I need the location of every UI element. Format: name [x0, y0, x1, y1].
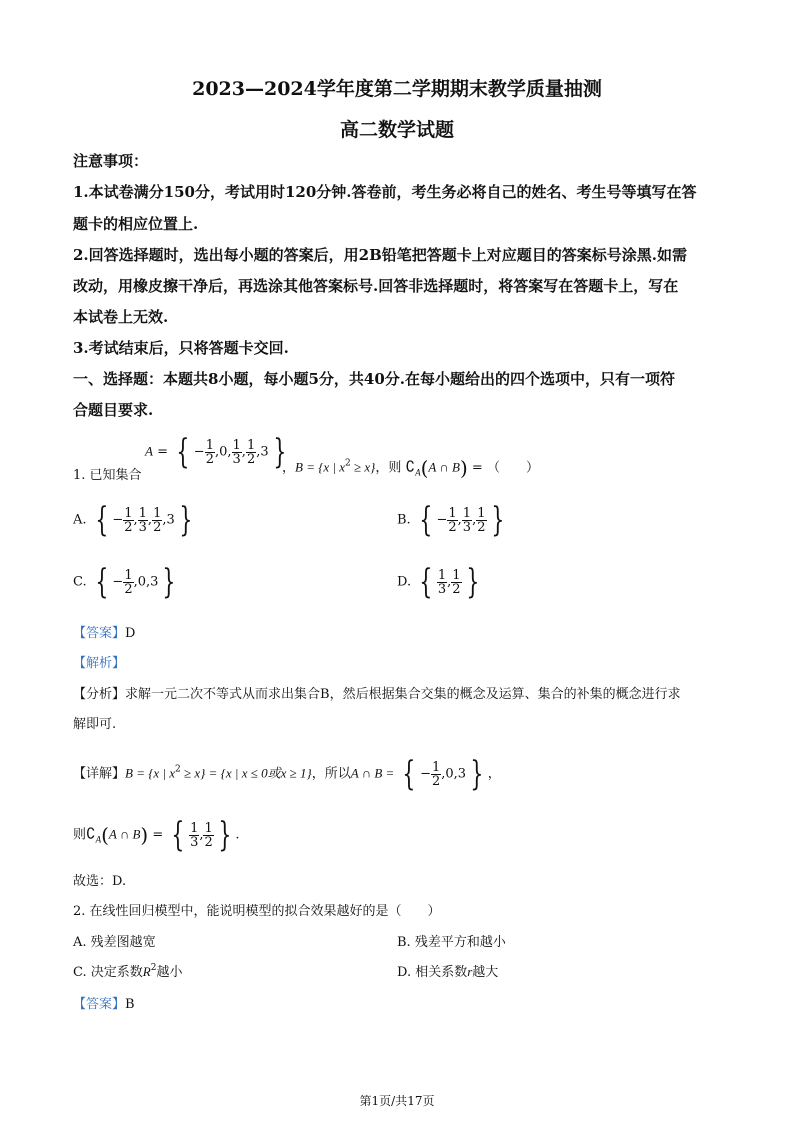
numerator: 1	[232, 437, 241, 453]
q2-option-a: A. 残差图越宽	[73, 935, 156, 950]
comma: ,	[457, 512, 462, 528]
comma: ,	[447, 574, 452, 590]
detail-tag: 【详解】	[73, 766, 126, 782]
left-brace: {	[171, 815, 185, 855]
left-brace: {	[95, 500, 108, 540]
numerator: 1	[204, 820, 213, 836]
denominator: 2	[448, 519, 457, 535]
numerator: 1	[452, 567, 461, 583]
q1-choose: 故选：D.	[73, 874, 127, 889]
equals: =	[152, 827, 164, 843]
q1-fenxi	[73, 683, 681, 702]
numerator: 1	[124, 505, 133, 521]
fraction	[431, 761, 441, 788]
set-a-name: A	[145, 443, 153, 459]
right-brace: }	[179, 500, 193, 540]
detail-math-tail: ≥ x} = {x | x ≤ 0或x ≥ 1}	[180, 765, 312, 781]
comma: ,	[133, 512, 138, 528]
zero-separator: ,0,	[214, 444, 232, 460]
left-brace: {	[95, 562, 109, 602]
denominator: 2	[153, 519, 162, 535]
numerator: 1	[124, 567, 133, 583]
q1-set-b	[282, 456, 539, 480]
comma: ,	[199, 827, 204, 843]
denominator: 3	[437, 581, 447, 597]
numerator: 1	[138, 505, 147, 521]
exponent: 2	[150, 963, 157, 973]
denominator: 2	[246, 451, 256, 467]
fraction	[152, 507, 162, 534]
right-brace: }	[490, 500, 504, 540]
right-brace: }	[470, 754, 484, 794]
minus-sign: −	[436, 512, 448, 528]
answer-value: D	[125, 626, 136, 641]
q1-answer	[73, 622, 135, 641]
numerator: 1	[246, 437, 256, 453]
paren: (	[101, 823, 109, 847]
notice-line-2: 题卡的相应位置上.	[73, 215, 199, 233]
numerator: 1	[462, 505, 472, 521]
fraction	[437, 569, 447, 596]
exponent: 2	[345, 458, 351, 469]
answer-value: B	[125, 997, 135, 1012]
period: .	[235, 827, 240, 843]
paren: )	[140, 823, 149, 847]
q2-option-c	[73, 961, 182, 980]
exponent: 2	[175, 764, 181, 775]
option-label: C.	[73, 574, 87, 590]
right-brace: }	[465, 562, 479, 602]
then-label: 则	[73, 827, 87, 843]
variable: R	[142, 964, 151, 979]
notice-line-5: 本试卷上无效.	[73, 308, 169, 326]
left-brace: {	[176, 432, 190, 472]
intersection-expr: A ∩ B	[108, 826, 141, 842]
denominator: 3	[232, 451, 241, 467]
comma: ,	[472, 512, 477, 528]
tail-values: ,0,3	[441, 766, 467, 782]
minus-sign: −	[112, 574, 124, 590]
right-brace: }	[218, 815, 232, 855]
numerator: 1	[190, 820, 199, 836]
denominator: 2	[452, 581, 461, 597]
fraction	[138, 507, 148, 534]
option-text: C. 决定系数	[73, 965, 143, 980]
answer-blank: （ ）	[486, 460, 539, 476]
equals: =	[471, 460, 483, 476]
denominator: 2	[477, 519, 486, 535]
fraction	[476, 507, 486, 534]
fraction	[123, 569, 133, 596]
q1-option-b	[397, 500, 508, 540]
option-text-tail: 越小	[156, 965, 183, 980]
complement-subscript: A	[415, 467, 421, 478]
fenxi-tag: 【分析】	[73, 687, 126, 702]
q2-option-d	[397, 961, 498, 980]
q2-option-b: B. 残差平方和越小	[397, 935, 506, 950]
q1-option-c	[73, 562, 180, 602]
answer-tag: 【答案】	[73, 626, 126, 641]
complement-symbol: ∁	[86, 824, 96, 843]
comma: ,	[241, 444, 246, 460]
intersection-expr: A ∩ B =	[350, 765, 395, 781]
option-text-tail: 越大	[472, 965, 499, 980]
complement-symbol: ∁	[405, 457, 416, 476]
section-heading-line-1: 一、选择题：本题共8小题，每小题5分，共40分.在每小题给出的四个选项中，只有一项符	[73, 370, 675, 388]
denominator: 3	[190, 834, 199, 850]
numerator: 1	[153, 505, 162, 521]
denominator: 3	[462, 519, 472, 535]
set-b-expr: B = {x | x	[295, 459, 346, 475]
q1-detail	[73, 754, 501, 794]
notice-line-4: 改动，用橡皮擦干净后，再选涂其他答案标号.回答非选择题时，将答案写在答题卡上，写在	[73, 277, 679, 295]
denominator: 2	[205, 451, 214, 467]
numerator: 1	[205, 437, 214, 453]
paren: )	[459, 456, 468, 480]
minus-sign: −	[112, 512, 124, 528]
numerator: 1	[477, 505, 486, 521]
denominator: 2	[124, 581, 133, 597]
notice-heading: 注意事项：	[73, 152, 149, 170]
option-label: B.	[397, 512, 411, 528]
three-tail: ,3	[162, 512, 175, 528]
denominator: 3	[138, 519, 147, 535]
q2-answer	[73, 993, 135, 1012]
denominator: 2	[431, 773, 441, 789]
fraction	[123, 507, 133, 534]
fraction	[246, 439, 256, 466]
exam-subtitle: 高二数学试题	[339, 119, 454, 141]
q2-stem: 2. 在线性回归模型中，能说明模型的拟合效果越好的是（ ）	[73, 904, 441, 919]
fraction	[189, 822, 199, 849]
fenxi-text: 求解一元二次不等式从而求出集合B，然后根据集合交集的概念及运算、集合的补集的概念进行求	[125, 687, 681, 702]
option-label: D.	[397, 574, 412, 590]
fraction	[451, 569, 461, 596]
numerator: 1	[431, 759, 441, 775]
paren: (	[420, 456, 429, 480]
fraction	[203, 822, 213, 849]
minus-sign: −	[420, 766, 431, 782]
page-footer: 第1页/共17页	[359, 1094, 435, 1108]
equals: =	[157, 444, 168, 460]
numerator: 1	[448, 505, 457, 521]
notice-line-6: 3.考试结束后，只将答题卡交回.	[73, 339, 289, 357]
fraction	[232, 439, 242, 466]
left-brace: {	[419, 562, 433, 602]
q1-conclusion	[73, 815, 240, 855]
separator: ，	[282, 460, 296, 476]
intersection-expr: A ∩ B	[428, 459, 460, 475]
q1-set-a	[145, 432, 290, 472]
q1-analysis-tag: 【解析】	[73, 656, 126, 671]
left-brace: {	[402, 754, 416, 794]
notice-line-1: 1.本试卷满分150分，考试用时120分钟.答卷前，考生务必将自己的姓名、考生号等填写在答	[73, 183, 697, 201]
right-brace: }	[162, 562, 176, 602]
exam-title: 2023—2024学年度第二学期期末教学质量抽测	[192, 78, 602, 100]
section-heading-line-2: 合题目要求.	[73, 401, 154, 419]
complement-subscript: A	[95, 834, 102, 845]
denominator: 2	[204, 834, 213, 850]
three-tail: ,3	[256, 444, 269, 460]
fraction	[462, 507, 472, 534]
fraction	[447, 507, 457, 534]
fraction	[205, 439, 215, 466]
minus-sign: −	[193, 444, 205, 460]
tail-values: ,0,3	[133, 574, 159, 590]
q1-prefix: 1. 已知集合	[73, 468, 142, 483]
then-text: ，则	[375, 460, 402, 476]
q1-option-d	[397, 562, 483, 602]
variable: r	[467, 964, 473, 979]
denominator: 2	[124, 519, 133, 535]
q1-option-a	[73, 500, 196, 540]
set-b-tail: ≥ x}	[350, 459, 376, 475]
detail-math: B = {x | x	[125, 765, 176, 781]
numerator: 1	[437, 567, 447, 583]
comma: ,	[147, 512, 153, 528]
detail-end: ，	[487, 766, 501, 782]
detail-so: ，所以	[311, 766, 351, 782]
q1-fenxi-line-2: 解即可.	[73, 717, 117, 732]
left-brace: {	[419, 500, 433, 540]
option-label: A.	[73, 512, 87, 528]
answer-tag: 【答案】	[73, 997, 126, 1012]
notice-line-3: 2.回答选择题时，选出每小题的答案后，用2B铅笔把答题卡上对应题目的答案标号涂黑.如需	[73, 246, 688, 264]
right-brace: }	[272, 432, 286, 472]
option-text: D. 相关系数	[397, 965, 468, 980]
